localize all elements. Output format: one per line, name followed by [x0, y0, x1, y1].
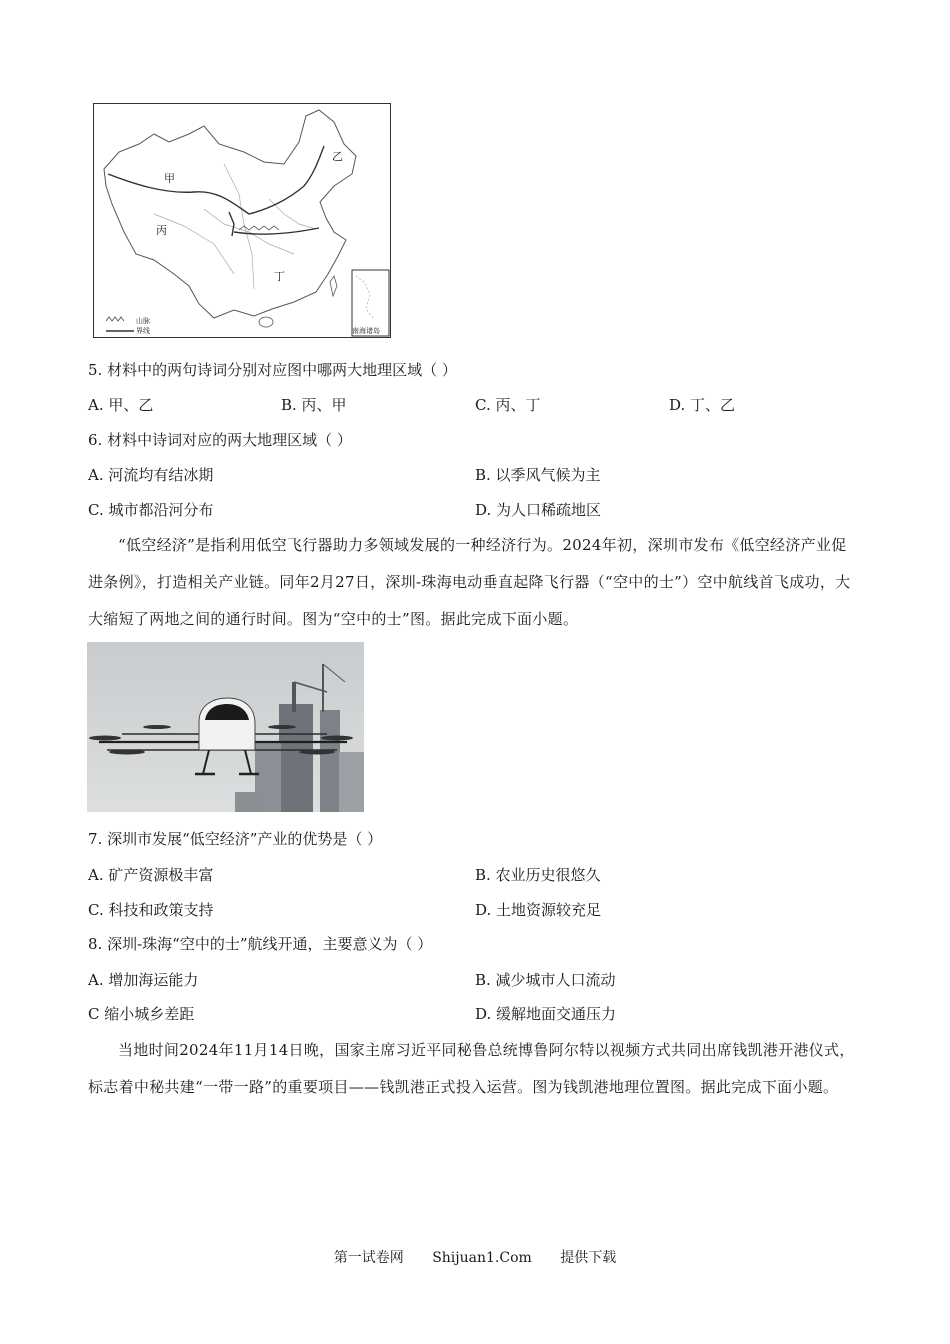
q8-option-b: B. 减少城市人口流动 [475, 971, 616, 989]
q7-option-d: D. 土地资源较充足 [475, 901, 602, 919]
q7-stem: 7. 深圳市发展“低空经济”产业的优势是（ ） [88, 830, 383, 848]
rotor [89, 736, 121, 741]
building [279, 704, 313, 812]
building [255, 742, 281, 812]
region-label-ding: 丁 [274, 270, 285, 283]
island-hainan [259, 317, 273, 327]
building [339, 752, 364, 812]
q5-stem: 5. 材料中的两句诗词分别对应图中哪两大地理区域（ ） [88, 361, 457, 379]
rotor [143, 725, 171, 729]
q5-option-a: A. 甲、乙 [88, 396, 154, 414]
q7-option-b: B. 农业历史很悠久 [475, 866, 601, 884]
q6-option-b: B. 以季风气候为主 [475, 466, 601, 484]
crane [292, 682, 296, 712]
legend-boundary-label: 界线 [136, 327, 150, 335]
boundary-north-northwest [108, 146, 324, 214]
legend-mountain-label: 山脉 [136, 317, 150, 325]
q7-option-c: C. 科技和政策支持 [88, 901, 214, 919]
q5-option-d: D. 丁、乙 [669, 396, 736, 414]
q5-option-b: B. 丙、甲 [281, 396, 347, 414]
q6-option-d: D. 为人口稀疏地区 [475, 501, 602, 519]
china-region-map [93, 103, 391, 338]
province-line [204, 209, 294, 254]
q6-option-a: A. 河流均有结冰期 [88, 466, 214, 484]
footer-note: 提供下载 [560, 1250, 617, 1266]
region-label-yi: 乙 [332, 150, 343, 163]
rotor [299, 750, 335, 755]
q8-option-a: A. 增加海运能力 [88, 971, 199, 989]
island-taiwan [330, 276, 337, 296]
region-label-bing: 丙 [156, 224, 167, 237]
province-line [269, 199, 316, 229]
passage-low-altitude-economy: “低空经济”是指利用低空飞行器助力多领域发展的一种经济行为。2024年初，深圳市发布《低空经济产业促进条例》，打造相关产业链。同年2月27日，深圳-珠海电动垂直起降飞行器（“空中的士”）空中航线首飞成功，大大缩短了两地之间的通行时间。图为“空中的士”图。据此完成下面小题。 [88, 536, 851, 628]
q8-option-c: C 缩小城乡差距 [88, 1005, 195, 1023]
boundary-tibet [229, 212, 234, 236]
q6-stem: 6. 材料中诗词对应的两大地理区域（ ） [88, 431, 352, 449]
q8-stem: 8. 深圳-珠海“空中的士”航线开通，主要意义为（ ） [88, 935, 433, 953]
inset-label: 南海诸岛 [352, 327, 380, 335]
air-taxi-drawing [87, 642, 364, 812]
footer-site-name: 第一试卷网 [333, 1250, 404, 1266]
q5-option-c: C. 丙、丁 [475, 396, 541, 414]
region-label-jia: 甲 [164, 172, 175, 185]
q7-option-a: A. 矿产资源极丰富 [88, 866, 214, 884]
building [320, 710, 340, 812]
passage-chancay-port: 当地时间2024年11月14日晚，国家主席习近平同秘鲁总统博鲁阿尔特以视频方式共同出席钱凯港开港仪式，标志着中秘共建“一带一路”的重要项目——钱凯港正式投入运营。图为钱凯港地理位置图。据此完成下面小题。 [88, 1041, 855, 1096]
rotor [109, 750, 145, 755]
province-line [224, 164, 254, 289]
rotor [268, 725, 296, 729]
page-footer [0, 1247, 950, 1267]
q6-option-c: C. 城市都沿河分布 [88, 501, 214, 519]
china-map-drawing [94, 104, 390, 337]
legend-mountain-symbol [106, 317, 124, 321]
q8-option-d: D. 缓解地面交通压力 [475, 1005, 617, 1023]
footer-domain: Shijuan1.Com [432, 1250, 532, 1266]
rotor [321, 736, 353, 741]
air-taxi-photo [87, 642, 364, 812]
